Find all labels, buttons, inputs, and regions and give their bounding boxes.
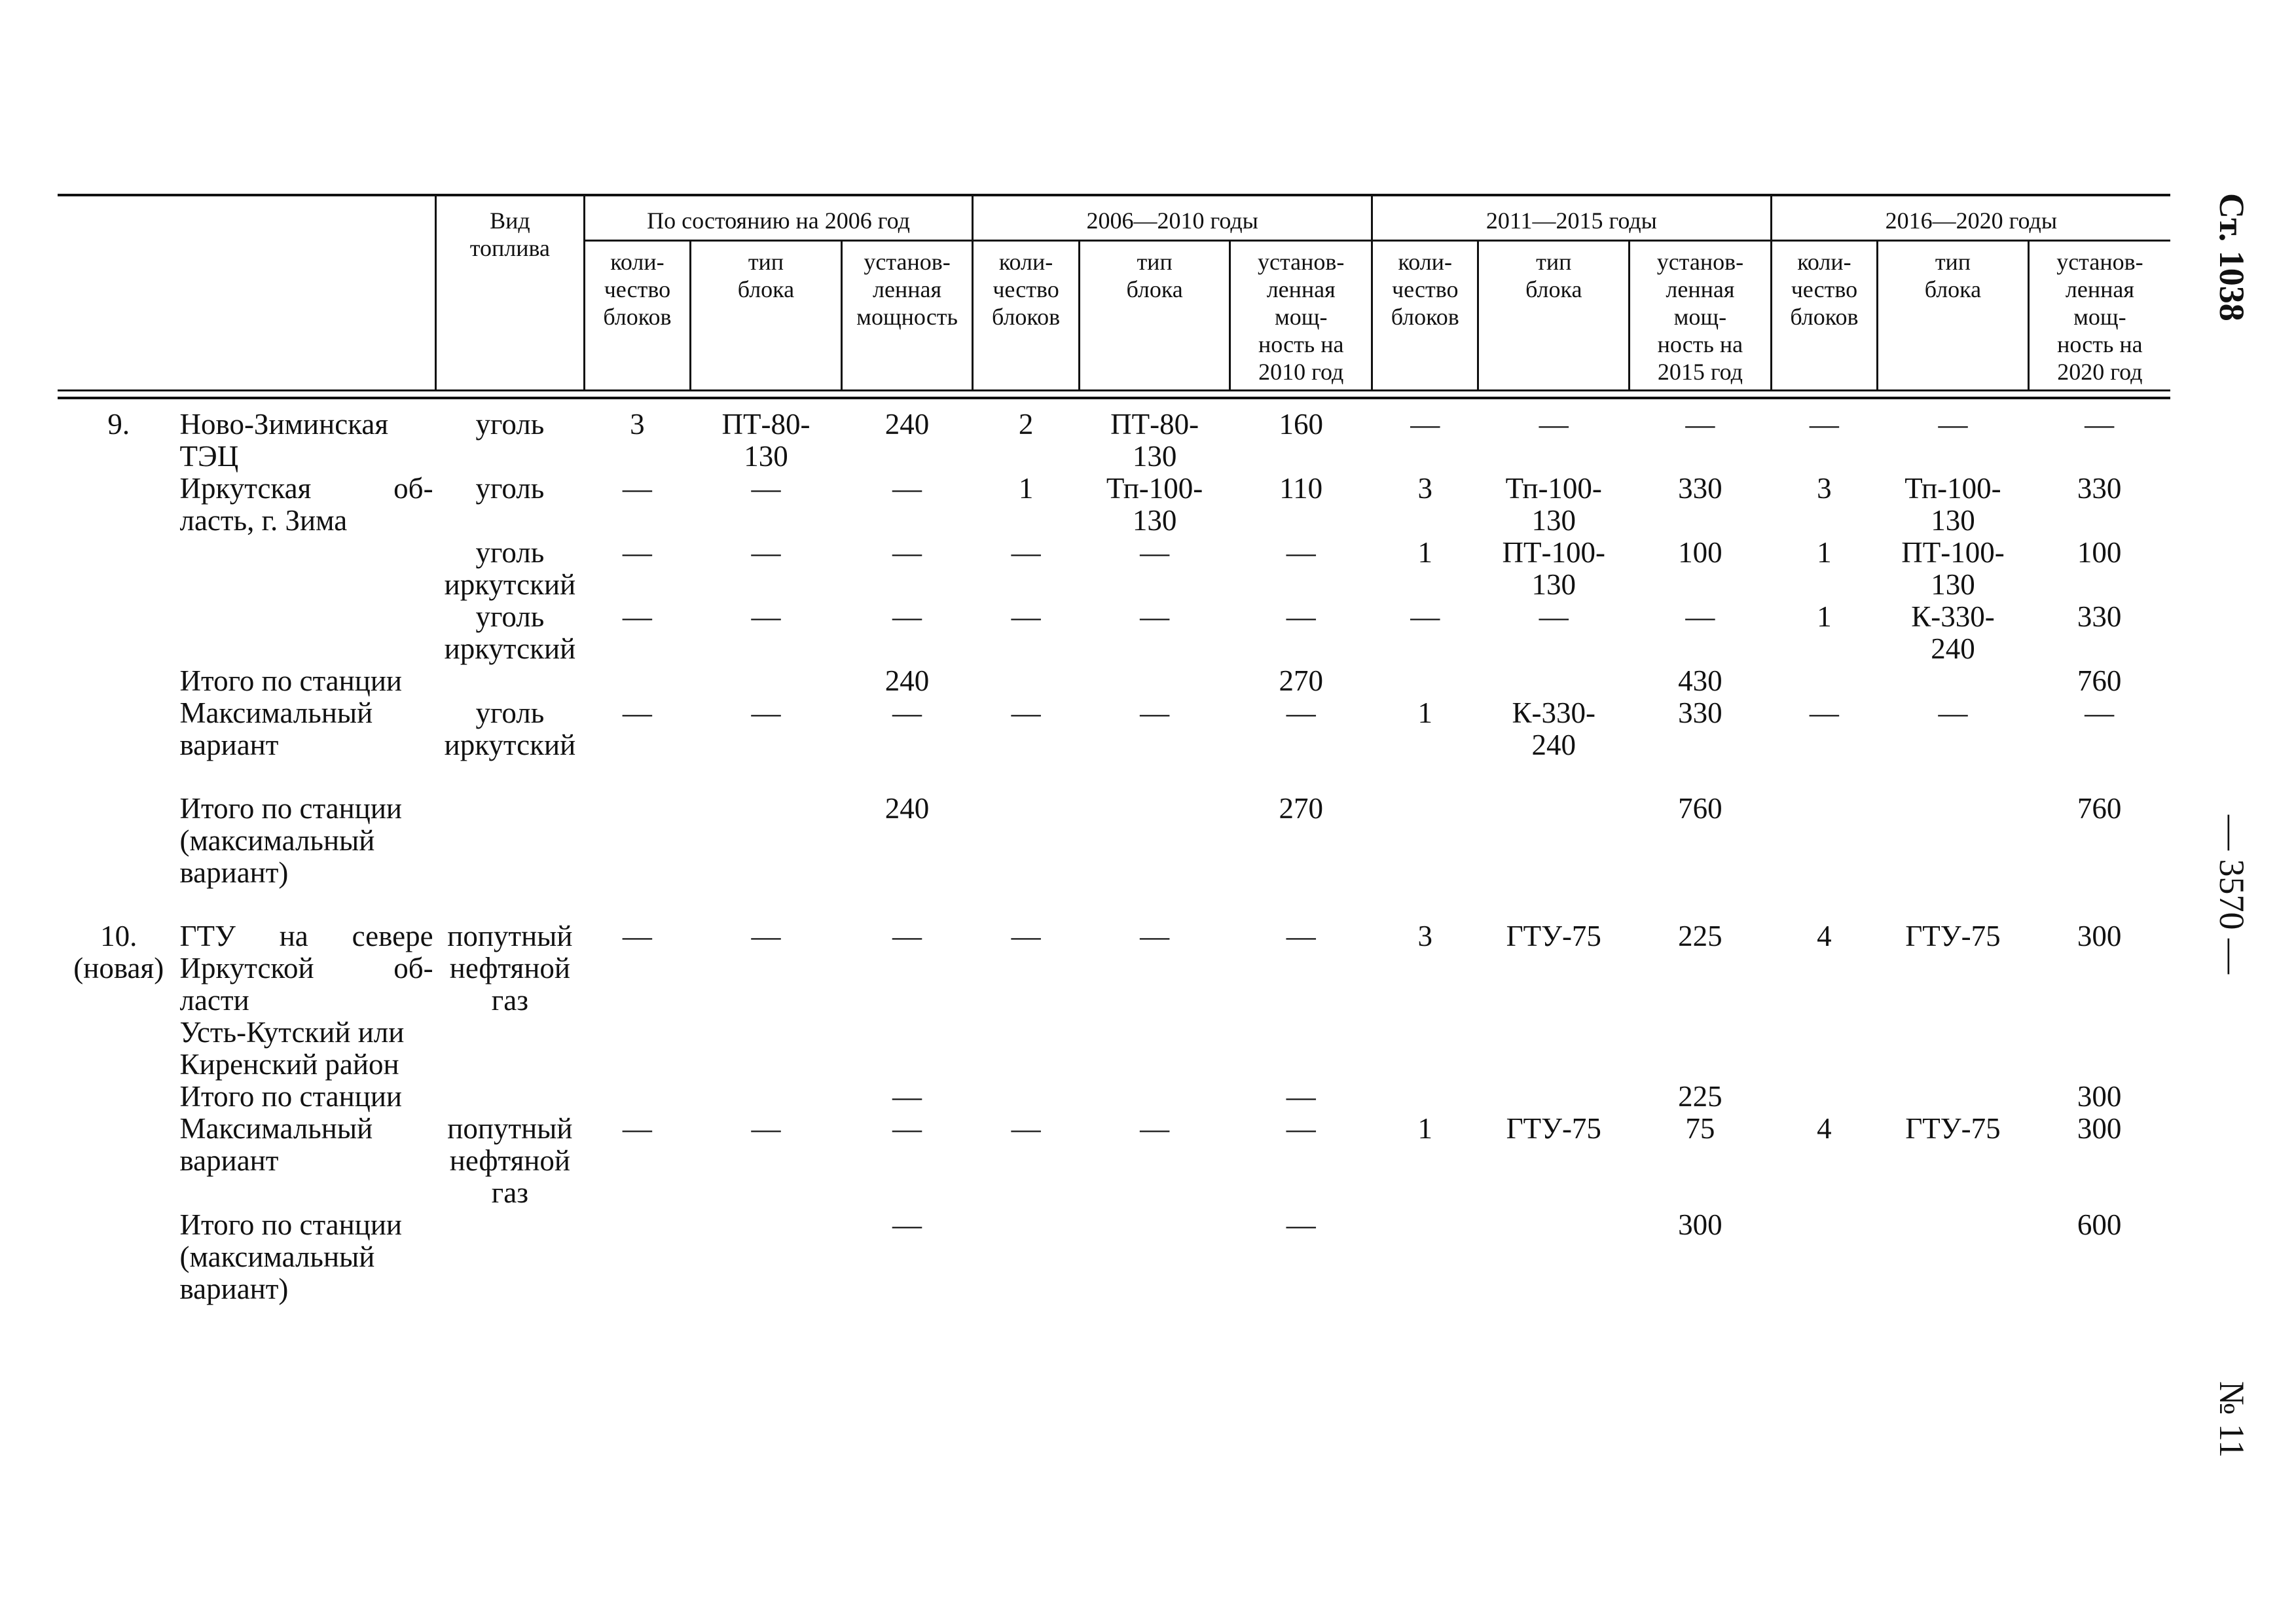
cell-count-2015: 1 — [1417, 696, 1432, 729]
row-number: 10. (новая) — [73, 920, 164, 984]
header-capacity: установ- ленная мощ- ность на 2020 год — [2028, 241, 2170, 391]
cell-type-2015: — — [1539, 408, 1569, 441]
cell-count-2006 — [584, 665, 690, 697]
cell-type-2006 — [691, 1017, 842, 1081]
cell-type-2006 — [691, 665, 842, 697]
station-name: Ново-Зиминская ТЭЦ — [179, 408, 389, 473]
row-number — [58, 1209, 180, 1305]
cell-count-2015: 1 — [1417, 536, 1432, 569]
table-row — [58, 793, 2170, 920]
cell-capacity-2006: 240 — [884, 408, 930, 441]
fuel-type: уголь — [475, 472, 545, 505]
station-name: Иркутская об- ласть, г. Зима — [179, 472, 433, 537]
fuel-type: попутный нефтяной газ — [447, 920, 573, 1017]
header-bottom-rule — [58, 397, 2170, 399]
fuel-type — [436, 1209, 585, 1305]
row-number — [58, 1081, 180, 1113]
cell-count-2015: — — [1410, 408, 1440, 441]
cell-count-2006 — [584, 1081, 690, 1113]
table-row — [58, 665, 2170, 697]
table-row — [58, 601, 2170, 665]
cell-capacity-2006 — [841, 1017, 973, 1081]
cell-capacity-2010: 270 — [1279, 792, 1323, 825]
cell-type-2006: — — [751, 696, 781, 729]
fuel-type: уголь — [475, 408, 545, 441]
fuel-type — [436, 665, 585, 697]
cell-capacity-2006: — — [892, 472, 922, 505]
cell-type-2006: ПТ-80- 130 — [721, 408, 811, 473]
side-page-number: — 3570 — — [2212, 815, 2251, 974]
cell-count-2006 — [584, 1017, 690, 1081]
station-name: Итого по станции (максимальный вариант) — [179, 792, 402, 889]
cell-count-2015: 1 — [1417, 1112, 1432, 1145]
cell-count-2020: 4 — [1817, 1112, 1832, 1145]
cell-count-2006 — [584, 1209, 690, 1305]
cell-capacity-2020: 300 — [2077, 1080, 2122, 1113]
cell-type-2010 — [1079, 1081, 1230, 1113]
cell-count-2010: — — [1011, 920, 1041, 952]
cell-type-2010 — [1079, 1209, 1230, 1305]
fuel-type: уголь иркутский — [444, 536, 576, 601]
cell-capacity-2020 — [2028, 1017, 2170, 1081]
cell-type-2020: ГТУ-75 — [1905, 920, 2001, 952]
cell-type-2015: К-330- 240 — [1512, 696, 1596, 761]
cell-capacity-2020: 300 — [2077, 1112, 2122, 1145]
cell-count-2020 — [1771, 793, 1877, 920]
cell-type-2020: ПТ-100- 130 — [1901, 536, 2005, 601]
row-number: 9. — [107, 408, 130, 441]
cell-capacity-2020: 100 — [2077, 536, 2122, 569]
cell-count-2015: 3 — [1417, 472, 1432, 505]
cell-capacity-2010: — — [1286, 1080, 1316, 1113]
cell-type-2006 — [691, 1081, 842, 1113]
cell-count-2015 — [1372, 1017, 1478, 1081]
cell-count-2006 — [584, 793, 690, 920]
cell-count-2015 — [1372, 665, 1478, 697]
header-period-2006-2010: 2006—2010 годы — [973, 195, 1372, 241]
header-capacity: установ- ленная мощ- ность на 2010 год — [1230, 241, 1372, 391]
table-row — [58, 920, 2170, 1017]
cell-count-2010 — [973, 793, 1079, 920]
cell-capacity-2006: 240 — [884, 664, 930, 697]
station-name: Усть-Кутский или Киренский район — [179, 1016, 405, 1081]
cell-type-2010 — [1079, 665, 1230, 697]
cell-count-2020 — [1771, 1081, 1877, 1113]
station-name: Максимальный вариант — [179, 696, 373, 761]
cell-capacity-2006: 240 — [884, 792, 930, 825]
cell-capacity-2015: 330 — [1678, 472, 1722, 505]
table-row — [58, 473, 2170, 537]
cell-capacity-2010: — — [1286, 1208, 1316, 1241]
station-name: Итого по станции — [179, 1080, 402, 1113]
row-number — [58, 1017, 180, 1081]
cell-count-2020: 1 — [1817, 600, 1832, 633]
cell-count-2020: 3 — [1817, 472, 1832, 505]
cell-type-2006: — — [751, 536, 781, 569]
cell-capacity-2015: 225 — [1678, 920, 1722, 952]
cell-count-2006: — — [622, 920, 652, 952]
table-header — [58, 195, 2170, 391]
cell-capacity-2006: — — [892, 600, 922, 633]
cell-capacity-2010 — [1230, 1017, 1372, 1081]
cell-count-2020 — [1771, 665, 1877, 697]
cell-count-2006: — — [622, 536, 652, 569]
station-name: ГТУ на севере Иркутской об- ласти — [179, 920, 433, 1017]
cell-capacity-2015: — — [1685, 600, 1715, 633]
row-number — [58, 697, 180, 793]
fuel-type — [436, 793, 585, 920]
cell-type-2010: — — [1140, 920, 1170, 952]
cell-type-2020: Тп-100- 130 — [1904, 472, 2001, 537]
cell-type-2015 — [1478, 665, 1630, 697]
row-number — [58, 1113, 180, 1209]
cell-count-2020 — [1771, 1017, 1877, 1081]
cell-type-2015 — [1478, 1209, 1630, 1305]
cell-capacity-2010: — — [1286, 696, 1316, 729]
cell-count-2015 — [1372, 1081, 1478, 1113]
table-row — [58, 1017, 2170, 1081]
header-capacity: установ- ленная мощ- ность на 2015 год — [1630, 241, 1772, 391]
cell-type-2015: — — [1539, 600, 1569, 633]
cell-capacity-2020: 300 — [2077, 920, 2122, 952]
cell-capacity-2020: 760 — [2077, 792, 2122, 825]
cell-type-2010 — [1079, 1017, 1230, 1081]
cell-capacity-2010: 270 — [1279, 664, 1323, 697]
cell-capacity-2015: 300 — [1678, 1208, 1722, 1241]
cell-count-2010 — [973, 1081, 1079, 1113]
cell-count-2015: — — [1410, 600, 1440, 633]
cell-capacity-2010: — — [1286, 536, 1316, 569]
cell-count-2010: — — [1011, 1112, 1041, 1145]
table-row — [58, 1209, 2170, 1305]
header-period-2016-2020: 2016—2020 годы — [1771, 195, 2170, 241]
cell-capacity-2010: — — [1286, 600, 1316, 633]
cell-capacity-2015: 430 — [1678, 664, 1722, 697]
cell-capacity-2015: 330 — [1678, 696, 1722, 729]
cell-capacity-2020: 760 — [2077, 664, 2122, 697]
cell-capacity-2010: 160 — [1279, 408, 1323, 441]
header-count: коли- чество блоков — [1771, 241, 1877, 391]
station-name: Итого по станции — [179, 664, 402, 697]
cell-count-2020: 4 — [1817, 920, 1832, 952]
row-number — [58, 537, 180, 601]
header-type: тип блока — [691, 241, 842, 391]
table-row — [58, 537, 2170, 601]
cell-type-2006: — — [751, 920, 781, 952]
cell-type-2020 — [1878, 665, 2029, 697]
cell-type-2020 — [1878, 1209, 2029, 1305]
header-count: коли- чество блоков — [973, 241, 1079, 391]
table-row — [58, 391, 2170, 473]
cell-type-2015: ПТ-100- 130 — [1502, 536, 1605, 601]
cell-count-2010 — [973, 665, 1079, 697]
cell-capacity-2015: — — [1685, 408, 1715, 441]
header-type: тип блока — [1079, 241, 1230, 391]
cell-type-2010: — — [1140, 600, 1170, 633]
cell-count-2010: 1 — [1018, 472, 1034, 505]
cell-type-2015: ГТУ-75 — [1506, 1112, 1601, 1145]
header-count: коли- чество блоков — [584, 241, 690, 391]
station-name: Итого по станции (максимальный вариант) — [179, 1208, 402, 1305]
cell-type-2015: Тп-100- 130 — [1505, 472, 1602, 537]
table-row — [58, 1113, 2170, 1209]
cell-type-2020: — — [1938, 696, 1968, 729]
cell-type-2010 — [1079, 793, 1230, 920]
table-body — [58, 391, 2170, 1306]
cell-capacity-2015 — [1630, 1017, 1772, 1081]
header-capacity: установ- ленная мощность — [841, 241, 973, 391]
cell-count-2020 — [1771, 1209, 1877, 1305]
cell-type-2010: — — [1140, 536, 1170, 569]
cell-count-2010: 2 — [1018, 408, 1034, 441]
cell-count-2015 — [1372, 793, 1478, 920]
cell-capacity-2015: 75 — [1685, 1112, 1715, 1145]
row-number — [58, 473, 180, 537]
cell-capacity-2015: 760 — [1678, 792, 1722, 825]
cell-count-2010 — [973, 1209, 1079, 1305]
row-number — [58, 793, 180, 920]
station-name — [180, 601, 436, 665]
side-issue-number: № 11 — [2212, 1381, 2251, 1458]
fuel-type — [436, 1017, 585, 1081]
cell-type-2006: — — [751, 472, 781, 505]
station-name — [180, 537, 436, 601]
cell-type-2020 — [1878, 1017, 2029, 1081]
cell-capacity-2020: — — [2085, 696, 2115, 729]
station-name: Максимальный вариант — [179, 1112, 373, 1177]
cell-type-2020 — [1878, 1081, 2029, 1113]
cell-type-2010: — — [1140, 1112, 1170, 1145]
cell-count-2010: — — [1011, 600, 1041, 633]
cell-capacity-2006: — — [892, 696, 922, 729]
cell-type-2020: К-330- 240 — [1911, 600, 1995, 665]
cell-capacity-2010: 110 — [1279, 472, 1323, 505]
cell-count-2010: — — [1011, 536, 1041, 569]
cell-capacity-2006: — — [892, 536, 922, 569]
power-plants-table — [58, 194, 2170, 1305]
cell-count-2020: 1 — [1817, 536, 1832, 569]
cell-count-2020: — — [1809, 696, 1839, 729]
header-type: тип блока — [1878, 241, 2029, 391]
header-period-2006: По состоянию на 2006 год — [584, 195, 973, 241]
cell-type-2006 — [691, 1209, 842, 1305]
cell-type-2020: ГТУ-75 — [1905, 1112, 2001, 1145]
cell-count-2006: 3 — [630, 408, 645, 441]
row-number — [58, 665, 180, 697]
side-article-number: Ст. 1038 — [2212, 193, 2251, 321]
cell-type-2015 — [1478, 1081, 1630, 1113]
header-fuel: Вид топлива — [436, 195, 585, 391]
fuel-type: уголь иркутский — [444, 600, 576, 665]
cell-count-2015: 3 — [1417, 920, 1432, 952]
cell-count-2006: — — [622, 472, 652, 505]
fuel-type: уголь иркутский — [444, 696, 576, 761]
cell-type-2015 — [1478, 1017, 1630, 1081]
cell-type-2015: ГТУ-75 — [1506, 920, 1601, 952]
cell-count-2006: — — [622, 600, 652, 633]
table-row — [58, 1081, 2170, 1113]
cell-capacity-2006: — — [892, 1112, 922, 1145]
cell-count-2020: — — [1809, 408, 1839, 441]
header-type: тип блока — [1478, 241, 1630, 391]
cell-capacity-2015: 225 — [1678, 1080, 1722, 1113]
cell-type-2010: — — [1140, 696, 1170, 729]
cell-capacity-2015: 100 — [1678, 536, 1722, 569]
cell-type-2006 — [691, 793, 842, 920]
cell-type-2010: Тп-100- 130 — [1106, 472, 1203, 537]
cell-count-2015 — [1372, 1209, 1478, 1305]
cell-capacity-2006: — — [892, 1208, 922, 1241]
fuel-type: попутный нефтяной газ — [447, 1112, 573, 1209]
cell-capacity-2020: — — [2085, 408, 2115, 441]
cell-type-2020 — [1878, 793, 2029, 920]
cell-capacity-2006: — — [892, 920, 922, 952]
cell-count-2006: — — [622, 1112, 652, 1145]
cell-type-2010: ПТ-80- 130 — [1110, 408, 1199, 473]
cell-capacity-2020: 330 — [2077, 472, 2122, 505]
cell-capacity-2020: 330 — [2077, 600, 2122, 633]
header-blank — [58, 195, 436, 391]
cell-count-2010 — [973, 1017, 1079, 1081]
cell-capacity-2006: — — [892, 1080, 922, 1113]
cell-count-2006: — — [622, 696, 652, 729]
cell-capacity-2020: 600 — [2077, 1208, 2122, 1241]
row-number — [58, 601, 180, 665]
table-row — [58, 697, 2170, 793]
header-count: коли- чество блоков — [1372, 241, 1478, 391]
cell-capacity-2010: — — [1286, 1112, 1316, 1145]
header-period-2011-2015: 2011—2015 годы — [1372, 195, 1772, 241]
cell-type-2006: — — [751, 600, 781, 633]
fuel-type — [436, 1081, 585, 1113]
cell-capacity-2010: — — [1286, 920, 1316, 952]
cell-count-2010: — — [1011, 696, 1041, 729]
cell-type-2020: — — [1938, 408, 1968, 441]
cell-type-2006: — — [751, 1112, 781, 1145]
cell-type-2015 — [1478, 793, 1630, 920]
